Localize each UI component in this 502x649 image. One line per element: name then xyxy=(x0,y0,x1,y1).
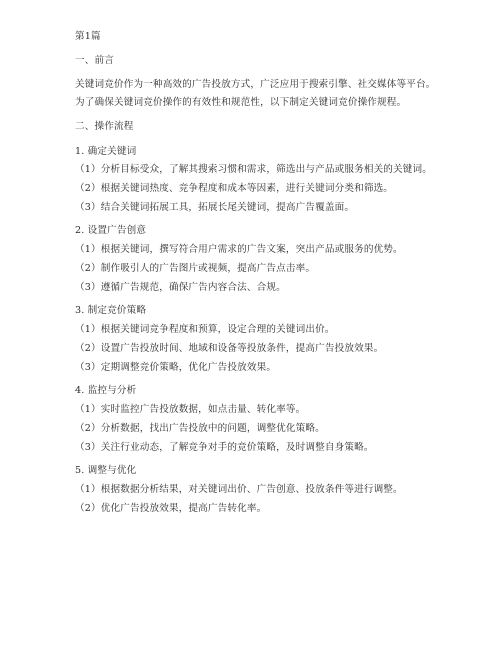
step-item: （2）根据关键词热度、竞争程度和成本等因素，进行关键词分类和筛选。 xyxy=(75,183,394,194)
section-heading-preface: 一、前言 xyxy=(75,55,114,66)
step-item: （1）根据数据分析结果，对关键词出价、广告创意、投放条件等进行调整。 xyxy=(75,484,403,495)
part-title: 第1篇 xyxy=(75,31,101,42)
step-title: 2. 设置广告创意 xyxy=(75,225,147,236)
section-heading-process: 二、操作流程 xyxy=(75,121,134,132)
step-item: （2）分析数据，找出广告投放中的问题，调整优化策略。 xyxy=(75,423,325,434)
step-item: （2）制作吸引人的广告图片或视频，提高广告点击率。 xyxy=(75,263,316,274)
step-title: 3. 制定竞价策略 xyxy=(75,305,147,316)
step-title: 1. 确定关键词 xyxy=(75,146,137,157)
step-item: （2）优化广告投放效果，提高广告转化率。 xyxy=(75,503,267,514)
step-item: （1）分析目标受众，了解其搜索习惯和需求，筛选出与产品或服务相关的关键词。 xyxy=(75,164,433,175)
intro-paragraph-line: 关键词竞价作为一种高效的广告投放方式，广泛应用于搜索引擎、社交媒体等平台。 xyxy=(75,79,436,90)
step-item: （3）定期调整竞价策略，优化广告投放效果。 xyxy=(75,362,277,373)
step-item: （1）根据关键词竞争程度和预算，设定合理的关键词出价。 xyxy=(75,324,335,335)
step-item: （2）设置广告投放时间、地域和设备等投放条件，提高广告投放效果。 xyxy=(75,343,384,354)
step-item: （3）遵循广告规范，确保广告内容合法、合规。 xyxy=(75,282,286,293)
step-item: （1）实时监控广告投放数据，如点击量、转化率等。 xyxy=(75,404,306,415)
step-item: （3）关注行业动态，了解竞争对手的竞价策略，及时调整自身策略。 xyxy=(75,442,374,453)
step-title: 5. 调整与优化 xyxy=(75,465,137,476)
intro-paragraph-line: 为了确保关键词竞价操作的有效性和规范性，以下制定关键词竞价操作规程。 xyxy=(75,97,407,108)
step-title: 4. 监控与分析 xyxy=(75,385,137,396)
step-item: （3）结合关键词拓展工具，拓展长尾关键词，提高广告覆盖面。 xyxy=(75,202,355,213)
step-item: （1）根据关键词，撰写符合用户需求的广告文案，突出产品或服务的优势。 xyxy=(75,244,403,255)
